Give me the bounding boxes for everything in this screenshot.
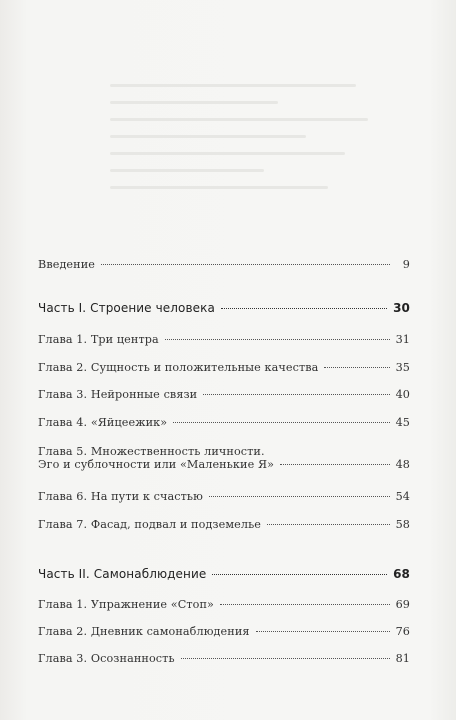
part-title: Часть I. Строение человека bbox=[38, 301, 215, 315]
toc-entry-ch5[interactable] bbox=[38, 445, 410, 471]
entry-title: Глава 2. Дневник самонаблюдения bbox=[38, 625, 250, 638]
entry-page: 48 bbox=[395, 458, 410, 471]
entry-page: 58 bbox=[395, 518, 410, 531]
toc-entry-ch2[interactable] bbox=[38, 361, 410, 374]
dot-leader bbox=[101, 264, 390, 265]
entry-title-line1: Глава 5. Множественность личности. bbox=[38, 445, 265, 458]
entry-title: Глава 2. Сущность и положительные качества bbox=[38, 361, 319, 374]
entry-title: Глава 1. Упражнение «Стоп» bbox=[38, 598, 215, 611]
dot-leader bbox=[165, 339, 390, 340]
toc-entry-ch3[interactable] bbox=[38, 388, 410, 401]
toc-entry-p2-ch1[interactable] bbox=[38, 598, 410, 611]
dot-leader bbox=[220, 604, 390, 605]
part-page: 30 bbox=[393, 301, 410, 315]
dot-leader bbox=[173, 422, 389, 423]
dot-leader bbox=[324, 367, 389, 368]
entry-page: 54 bbox=[395, 490, 410, 503]
toc-entry-p2-ch3[interactable] bbox=[38, 652, 410, 665]
toc-part-2[interactable] bbox=[38, 567, 410, 581]
dot-leader bbox=[203, 394, 389, 395]
entry-title-line2: Эго и сублочности или «Маленькие Я» bbox=[38, 458, 275, 471]
toc-entry-ch1[interactable] bbox=[38, 333, 410, 346]
entry-page: 45 bbox=[395, 416, 410, 429]
entry-page: 81 bbox=[395, 652, 410, 665]
entry-title: Глава 1. Три центра bbox=[38, 333, 159, 346]
dot-leader bbox=[212, 574, 387, 575]
entry-page: 35 bbox=[395, 361, 410, 374]
toc-entry-ch7[interactable] bbox=[38, 518, 410, 531]
part-title: Часть II. Самонаблюдение bbox=[38, 567, 207, 581]
toc-entry-p2-ch2[interactable] bbox=[38, 625, 410, 638]
dot-leader bbox=[256, 631, 390, 632]
toc-part-1[interactable] bbox=[38, 301, 410, 315]
entry-title: Глава 7. Фасад, подвал и подземелье bbox=[38, 518, 261, 531]
dot-leader bbox=[221, 308, 387, 309]
toc-entry-ch6[interactable] bbox=[38, 490, 410, 503]
entry-title: Введение bbox=[38, 258, 95, 271]
entry-page: 76 bbox=[395, 625, 410, 638]
dot-leader bbox=[209, 496, 390, 497]
entry-title: Глава 3. Осознанность bbox=[38, 652, 175, 665]
entry-page: 40 bbox=[395, 388, 410, 401]
entry-title: Глава 3. Нейронные связи bbox=[38, 388, 198, 401]
dot-leader bbox=[181, 658, 390, 659]
toc-entry-ch4[interactable] bbox=[38, 416, 410, 429]
entry-page: 9 bbox=[402, 258, 410, 271]
entry-title: Глава 6. На пути к счастью bbox=[38, 490, 203, 503]
part-page: 68 bbox=[393, 567, 410, 581]
entry-title: Глава 4. «Яйцеежик» bbox=[38, 416, 168, 429]
dot-leader bbox=[267, 524, 390, 525]
entry-page: 31 bbox=[395, 333, 410, 346]
toc-entry-intro[interactable] bbox=[38, 258, 410, 271]
dot-leader bbox=[280, 464, 390, 465]
entry-page: 69 bbox=[395, 598, 410, 611]
